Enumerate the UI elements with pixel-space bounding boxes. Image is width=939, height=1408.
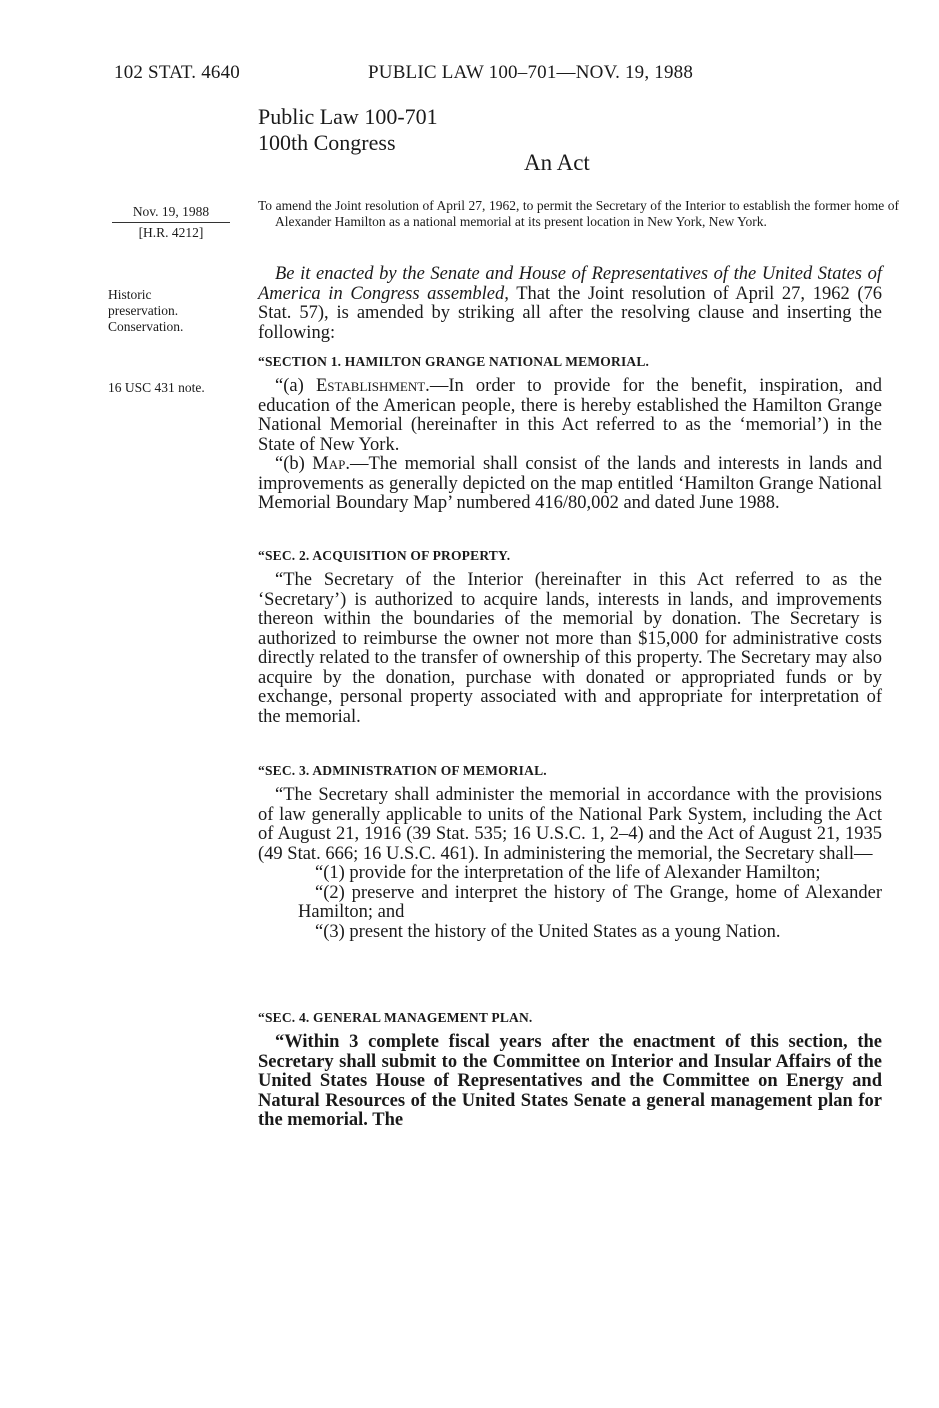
section-text: “The Secretary shall administer the memorial in accordance with the provisions of law generally applicable to units of the National Park System, including the Act of August 21, 1916 (39 Stat. 535; 16 U.S.C. 1, 2–4) and the Act of August 21, 1935 (49 Stat. 666; 16 U.S.C. 461). In administering the memorial, the Secretary shall— (258, 785, 882, 864)
section-2 (258, 548, 882, 564)
subsection-prefix: “(b) (275, 454, 313, 474)
section-heading: “SEC. 4. GENERAL MANAGEMENT PLAN. (258, 1010, 533, 1025)
section-3-body (258, 786, 882, 942)
topic-note: Historic (108, 287, 152, 302)
bill-number: [H.R. 4212] (138, 225, 204, 240)
list-item: “(3) present the history of the United States as a young Nation. (315, 921, 781, 942)
public-law-number: Public Law 100-701 (258, 104, 438, 129)
enacting-text: That the Joint resolution of April 27, 1962 (76 Stat. 57), is amended by striking all after the resolving clause and inserting the following: (258, 283, 882, 343)
congress-number: 100th Congress (258, 130, 396, 155)
subsection-text: —The memorial shall consist of the lands and interests in lands and improvements as generally depicted on the map entitled ‘Hamilton Grange National Memorial Boundary Map’ numbered 416/80,002 and dated June 1988. (258, 454, 882, 513)
section-heading: “SEC. 2. ACQUISITION OF PROPERTY. (258, 548, 511, 563)
topic-notes (108, 287, 236, 335)
subsection-prefix: “(a) (275, 376, 316, 396)
list-item: “(2) preserve and interpret the history of The Grange, home of Alexander Hamilton; and (298, 882, 882, 922)
section-text: “Within 3 complete fiscal years after the enactment of this section, the Secretary shall submit to the Committee on Interior and Insular Affairs of the United States House of Representatives and the Committee on Energy and Natural Resources of the United States Senate a general management plan for the memorial. The (258, 1032, 882, 1130)
section-2-body (258, 571, 882, 727)
section-1 (258, 354, 882, 370)
topic-note: preservation. (108, 303, 179, 318)
section-1-body (258, 377, 882, 514)
purpose-paragraph: To amend the Joint resolution of April 27, 1962, to permit the Secretary of the Interior to establish the former home of Alexander Hamilton as a national memorial at its present location in New York, New York. (258, 198, 899, 229)
topic-note: Conservation. (108, 319, 184, 334)
date-bill-note (108, 204, 234, 241)
section-text: “The Secretary of the Interior (hereinafter in this Act referred to as the ‘Secretary’) is authorized to acquire lands, interests in lands, and improvements thereon within the boundaries of the memorial by donation. The Secretary is authorized to reimburse the owner not more than $15,000 for administrative costs directly related to the transfer of ownership of this property. The Secretary may also acquire by the donation, purchase with donated or appropriated funds or by exchange, personal property associated with and appropriate for interpretation of the memorial. (258, 570, 882, 727)
law-date-header: PUBLIC LAW 100–701—NOV. 19, 1988 (368, 62, 694, 83)
an-act-heading: An Act (524, 150, 590, 175)
stat-page-reference: 102 STAT. 4640 (114, 62, 241, 83)
usc-note: 16 USC 431 note. (108, 380, 205, 395)
section-3 (258, 763, 882, 779)
subsection-label: Map. (312, 454, 350, 474)
section-heading: “SEC. 3. ADMINISTRATION OF MEMORIAL. (258, 763, 547, 778)
enactment-date: Nov. 19, 1988 (132, 204, 210, 219)
enacting-clause (258, 265, 882, 343)
subsection-a (258, 377, 882, 455)
list-item: “(1) provide for the interpretation of the life of Alexander Hamilton; (315, 863, 821, 883)
enacting-italic: Be it enacted by the Senate and House of Representatives of the United States of America in Congress assembled, (258, 264, 882, 304)
section-heading: “SECTION 1. HAMILTON GRANGE NATIONAL MEMORIAL. (258, 354, 650, 369)
divider (112, 222, 230, 223)
subsection-text: —In order to provide for the benefit, inspiration, and education of the American people, there is hereby established the Hamilton Grange National Memorial (hereinafter in this Act referred to as the ‘memorial’) in the State of New York. (258, 376, 882, 455)
title-block (258, 104, 438, 156)
subsection-label: Establishment. (315, 376, 430, 396)
subsection-b (258, 455, 882, 514)
section-4-body (258, 1033, 882, 1131)
section-4 (258, 1010, 882, 1026)
